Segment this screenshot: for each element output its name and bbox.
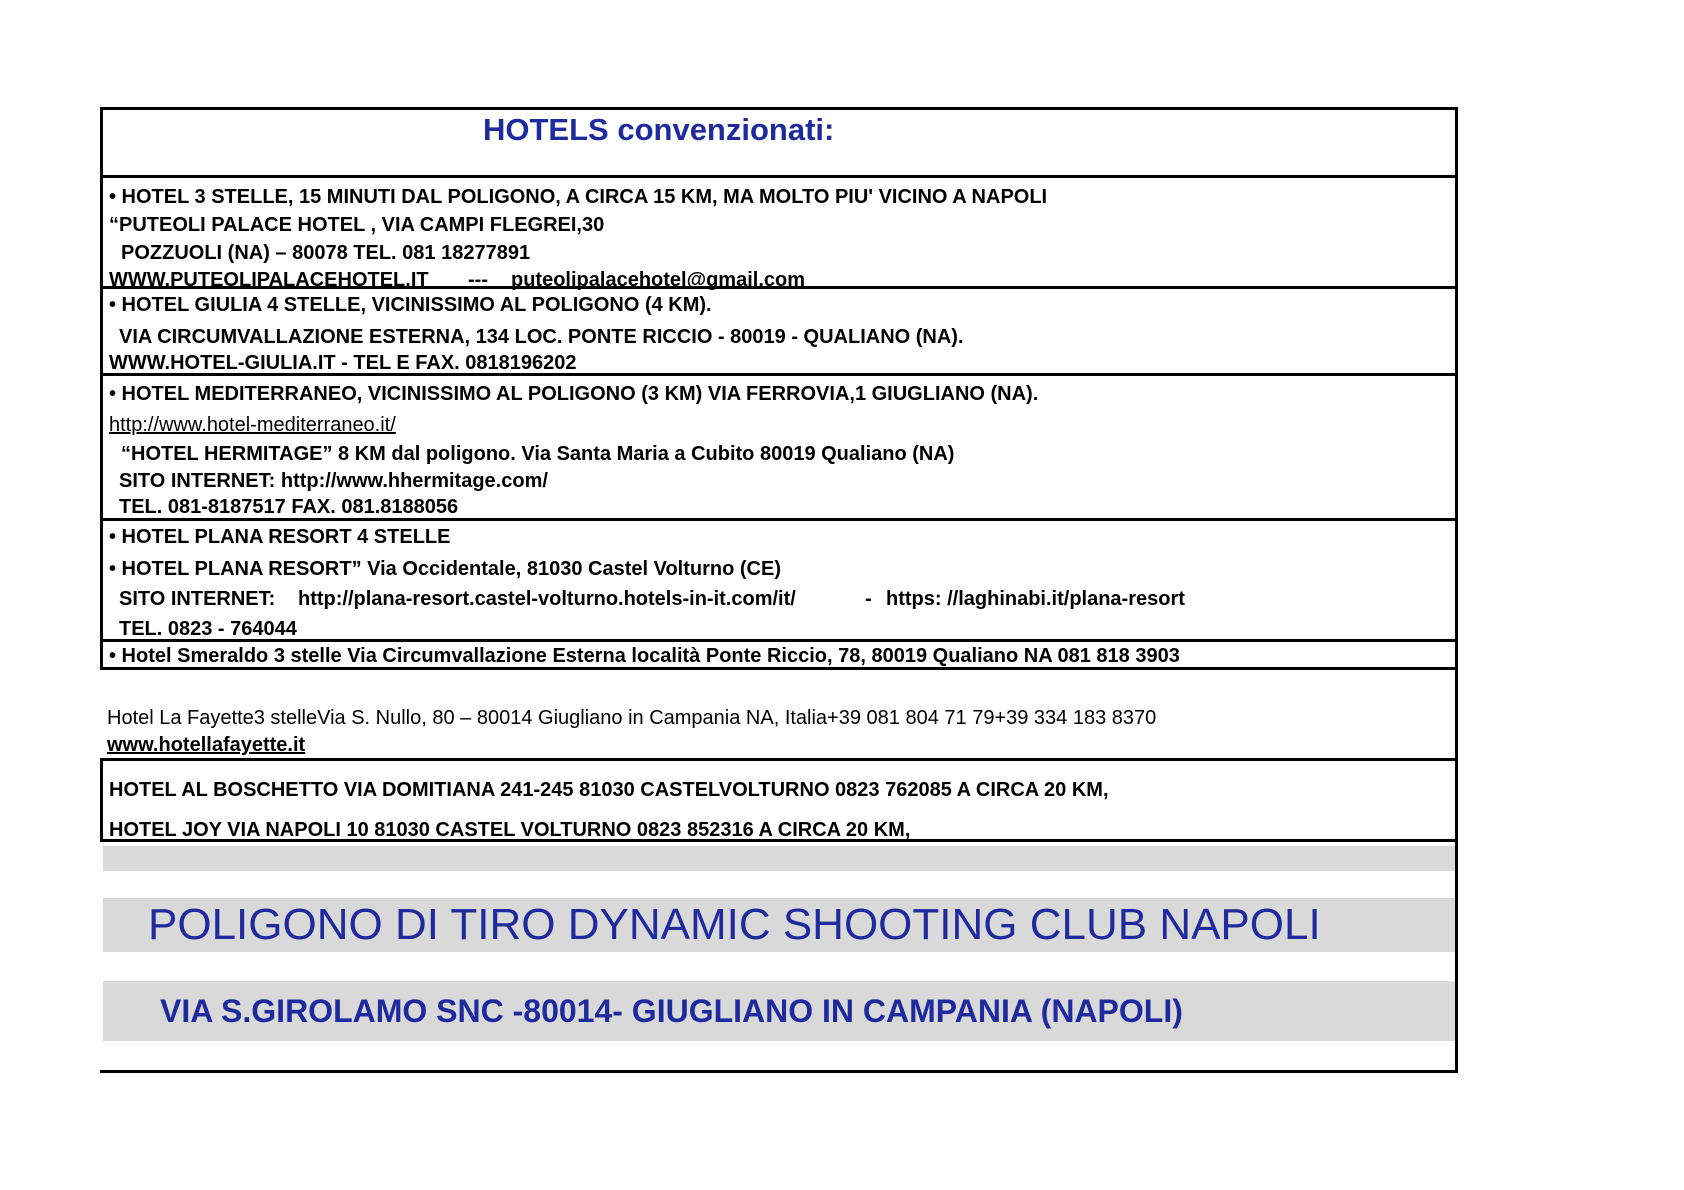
hotel-email: puteolipalacehotel@gmail.com xyxy=(511,269,806,291)
hotel-website: WWW.PUTEOLIPALACEHOTEL.IT xyxy=(109,269,429,291)
club-name: POLIGONO DI TIRO DYNAMIC SHOOTING CLUB NAPOLI xyxy=(148,900,1321,949)
hotel-line: HOTEL AL BOSCHETTO VIA DOMITIANA 241-245 81030 CASTELVOLTURNO 0823 762085 A CIRCA 20 KM, xyxy=(109,779,1109,801)
hotel-line: • Hotel Smeraldo 3 stelle Via Circumvallazione Esterna località Ponte Riccio, 78, 80019 Qualiano NA 081 818 3903 xyxy=(109,645,1180,667)
hotel-website: http://plana-resort.castel-volturno.hotels-in-it.com/it/ xyxy=(298,588,796,610)
hotel-line: • HOTEL PLANA RESORT” Via Occidentale, 81030 Castel Volturno (CE) xyxy=(109,558,781,580)
hotel-line: VIA CIRCUMVALLAZIONE ESTERNA, 134 LOC. PONTE RICCIO - 80019 - QUALIANO (NA). xyxy=(119,326,964,348)
gray-band xyxy=(103,846,1455,871)
hotel-list-frame xyxy=(100,107,1458,1073)
hotel-line: • HOTEL MEDITERRANEO, VICINISSIMO AL POLIGONO (3 KM) VIA FERROVIA,1 GIUGLIANO (NA). xyxy=(109,383,1039,405)
title-section xyxy=(100,107,1458,175)
hotel-line: HOTEL JOY VIA NAPOLI 10 81030 CASTEL VOLTURNO 0823 852316 A CIRCA 20 KM, xyxy=(109,819,911,841)
hotel-block-puteoli xyxy=(100,175,1458,291)
hotel-line: “HOTEL HERMITAGE” 8 KM dal poligono. Via Santa Maria a Cubito 80019 Qualiano (NA) xyxy=(121,443,955,465)
hotel-block-smeraldo xyxy=(100,639,1458,670)
hotel-site-label: SITO INTERNET: xyxy=(119,588,276,610)
club-footer xyxy=(100,842,1458,1073)
hotel-mediterraneo-link[interactable]: http://www.hotel-mediterraneo.it/ xyxy=(109,414,396,436)
hotel-line: • HOTEL PLANA RESORT 4 STELLE xyxy=(109,526,451,548)
hotel-block-lafayette xyxy=(100,670,1458,758)
hotel-line: TEL. 081-8187517 FAX. 081.8188056 xyxy=(119,496,459,518)
club-address: VIA S.GIROLAMO SNC -80014- GIUGLIANO IN CAMPANIA (NAPOLI) xyxy=(160,993,1183,1029)
hotel-line: SITO INTERNET: http://www.hhermitage.com/ xyxy=(119,470,548,492)
separator: --- xyxy=(468,269,488,291)
page-title: HOTELS convenzionati: xyxy=(483,112,835,147)
hotel-website: https: //laghinabi.it/plana-resort xyxy=(886,588,1185,610)
hotel-line: “PUTEOLI PALACE HOTEL , VIA CAMPI FLEGREI,30 xyxy=(109,214,605,236)
hotel-block-plana xyxy=(100,518,1458,639)
hotel-line: TEL. 0823 - 764044 xyxy=(119,618,297,640)
hotel-line: • HOTEL 3 STELLE, 15 MINUTI DAL POLIGONO, A CIRCA 15 KM, MA MOLTO PIU' VICINO A NAPOLI xyxy=(109,186,1048,208)
separator: - xyxy=(865,588,872,610)
hotel-block-mediterraneo xyxy=(100,373,1458,518)
hotel-line: Hotel La Fayette3 stelleVia S. Nullo, 80 – 80014 Giugliano in Campania NA, Italia+39 081 804 71 79+39 334 183 8370 xyxy=(107,707,1157,729)
hotel-line: • HOTEL GIULIA 4 STELLE, VICINISSIMO AL POLIGONO (4 KM). xyxy=(109,294,712,316)
hotel-line: WWW.HOTEL-GIULIA.IT - TEL E FAX. 0818196202 xyxy=(109,352,577,374)
hotel-block-boschetto xyxy=(100,758,1458,842)
hotel-line: POZZUOLI (NA) – 80078 TEL. 081 18277891 xyxy=(121,242,531,264)
hotel-lafayette-link[interactable]: www.hotellafayette.it xyxy=(107,734,306,756)
hotel-block-giulia xyxy=(100,286,1458,373)
